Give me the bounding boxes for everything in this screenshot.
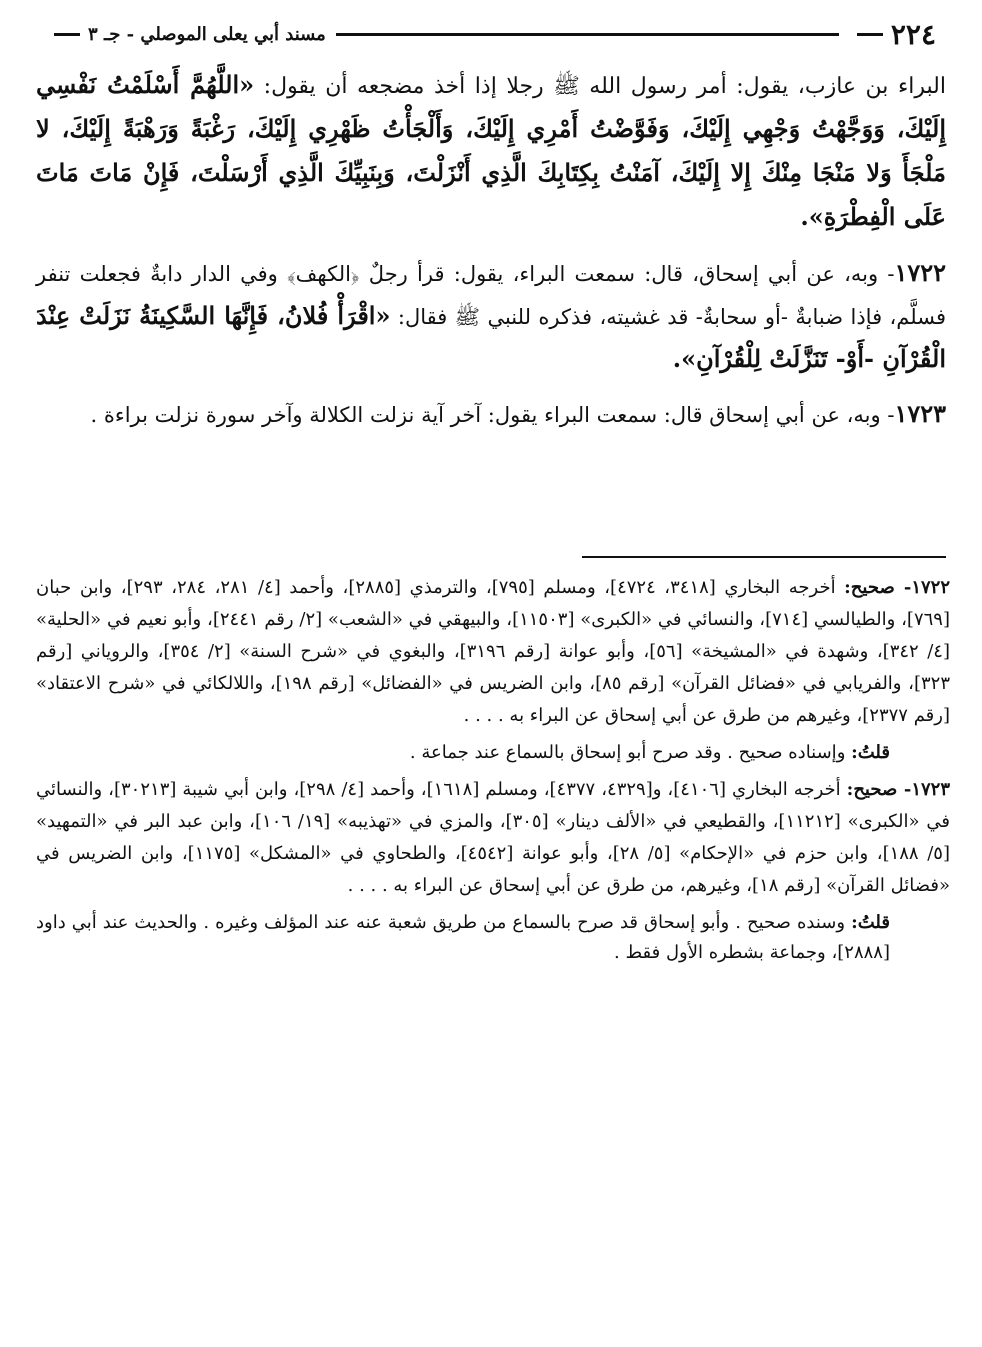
prophetic-quote: «اقْرَأْ فُلانُ، فَإِنَّهَا السَّكِينَةُ نَزَلَتْ عِنْدَ الْقُرْآنِ -أَوْ- تَنَزَّلَتْ لِلْقُرْآنِ».: [36, 301, 946, 373]
footnote-label: ١٧٢٢- صحيح:: [844, 577, 950, 598]
page-number: ٢٢٤: [890, 17, 936, 51]
note-text: وسنده صحيح . وأبو إسحاق قد صرح بالسماع من طريق شعبة عنه عند المؤلف وغيره . والحديث عند أبي داود [٢٨٨٨]، وجماعة بشطره الأول فقط .: [36, 912, 890, 963]
footnote-label: ١٧٢٣- صحيح:: [846, 779, 950, 800]
footnote-text: أخرجه البخاري [٤١٠٦]، و[٤٣٢٩، ٤٣٧٧]، ومسلم [١٦١٨]، وأحمد [٤/ ٢٩٨]، وابن أبي شيبة [٣٠٢١٣]، والنسائي في «الكبرى» [١١٢١٢]، والقطيعي في «الألف دينار» [٣٠٥]، والمزي في «تهذيبه» [١٩/ ١٠٦]، وابن عبد البر في «التمهيد» [٥/ ١٨٨]، وابن حزم في «الإحكام» [٥/ ٢٨]، وأبو عوانة [٤٥٤٢]، والطحاوي في «المشكل» [١١٧٥]، وابن الضريس في «فضائل القرآن» [رقم ١٨]، وغيرهم، من طرق عن أبي إسحاق عن البراء به . . . .: [36, 779, 951, 896]
hadith-number: ١٧٢٣: [894, 399, 946, 428]
main-text: [36, 64, 946, 448]
note-text: وإسناده صحيح . وقد صرح أبو إسحاق بالسماع عند جماعة .: [409, 742, 852, 763]
page-header: [46, 14, 936, 54]
header-dash: [857, 33, 883, 36]
running-title: مسند أبي يعلى الموصلي - جـ ٣: [88, 23, 326, 45]
hadith-intro-text: البراء بن عازب، يقول: أمر رسول الله ﷺ رجلا إذا أخذ مضجعه أن يقول:: [254, 74, 946, 99]
note-label: قلتُ:: [851, 912, 890, 933]
hadith-continuation: [36, 64, 946, 240]
footnote-note-1723: [36, 908, 950, 968]
hadith-1722: [36, 252, 946, 381]
footnote-text: أخرجه البخاري [٣٤١٨، ٤٧٢٤]، ومسلم [٧٩٥]، والترمذي [٢٨٨٥]، وأحمد [٤/ ٢٨١، ٢٨٤، ٢٩٣]، وابن حبان [٧٦٩]، والطيالسي [٧١٤]، والنسائي في «الكبرى» [١١٥٠٣]، والبيهقي في «الشعب» [٢/ رقم ٢٤٤١]، وأبو نعيم في «الحلية» [٤/ ٣٤٢]، وشهدة في «المشيخة» [٥٦]، وأبو عوانة [رقم ٣١٩٦]، والبغوي في «شرح السنة» [٢/ ٣٥٤]، والروياني [رقم ٣٢٣]، والفريابي في «فضائل القرآن» [رقم ٨٥]، وابن الضريس في «الفضائل» [رقم ١٩٨]، واللالكائي في «شرح الاعتقاد» [رقم ٢٣٧٧]، وغيرهم من طرق عن أبي إسحاق عن البراء به . . . .: [36, 577, 951, 726]
hadith-text: - وبه، عن أبي إسحاق قال: سمعت البراء يقول: آخر آية نزلت الكلالة وآخر سورة نزلت براءة .: [90, 403, 895, 427]
note-label: قلتُ:: [851, 742, 890, 763]
footnote-1723: [36, 774, 950, 902]
header-dash-end: [54, 33, 80, 36]
footnotes: [36, 572, 950, 974]
footnote-1722: [36, 572, 950, 732]
footnote-separator: [582, 556, 946, 558]
hadith-text: - وبه، عن أبي إسحاق، قال: سمعت البراء، يقول: قرأ رجلٌ ﴿الكهف﴾ وفي الدار دابةٌ فجعلت تنفر فسلَّم، فإذا ضبابةٌ -أو سحابةٌ- قد غشيته، فذكره للنبي ﷺ فقال:: [36, 262, 946, 329]
header-rule: [336, 33, 839, 36]
footnote-note-1722: [36, 738, 950, 768]
hadith-1723: [36, 393, 946, 436]
hadith-number: ١٧٢٢: [894, 258, 946, 287]
prophetic-quote: «اللَّهُمَّ أَسْلَمْتُ نَفْسِي إِلَيْكَ، وَوَجَّهْتُ وَجْهِي إِلَيْكَ، وَفَوَّضْتُ أَمْرِي إِلَيْكَ، وَأَلْجَأْتُ ظَهْرِي إِلَيْكَ، رَغْبَةً وَرَهْبَةً إِلَيْكَ، لا مَلْجَأَ وَلا مَنْجَا مِنْكَ إِلا إِلَيْكَ، آمَنْتُ بِكِتَابِكَ الَّذِي أَنْزَلْتَ، وَبِنَبِيِّكَ الَّذِي أَرْسَلْتَ، فَإِنْ مَاتَ مَاتَ عَلَى الْفِطْرَةِ».: [36, 70, 946, 231]
